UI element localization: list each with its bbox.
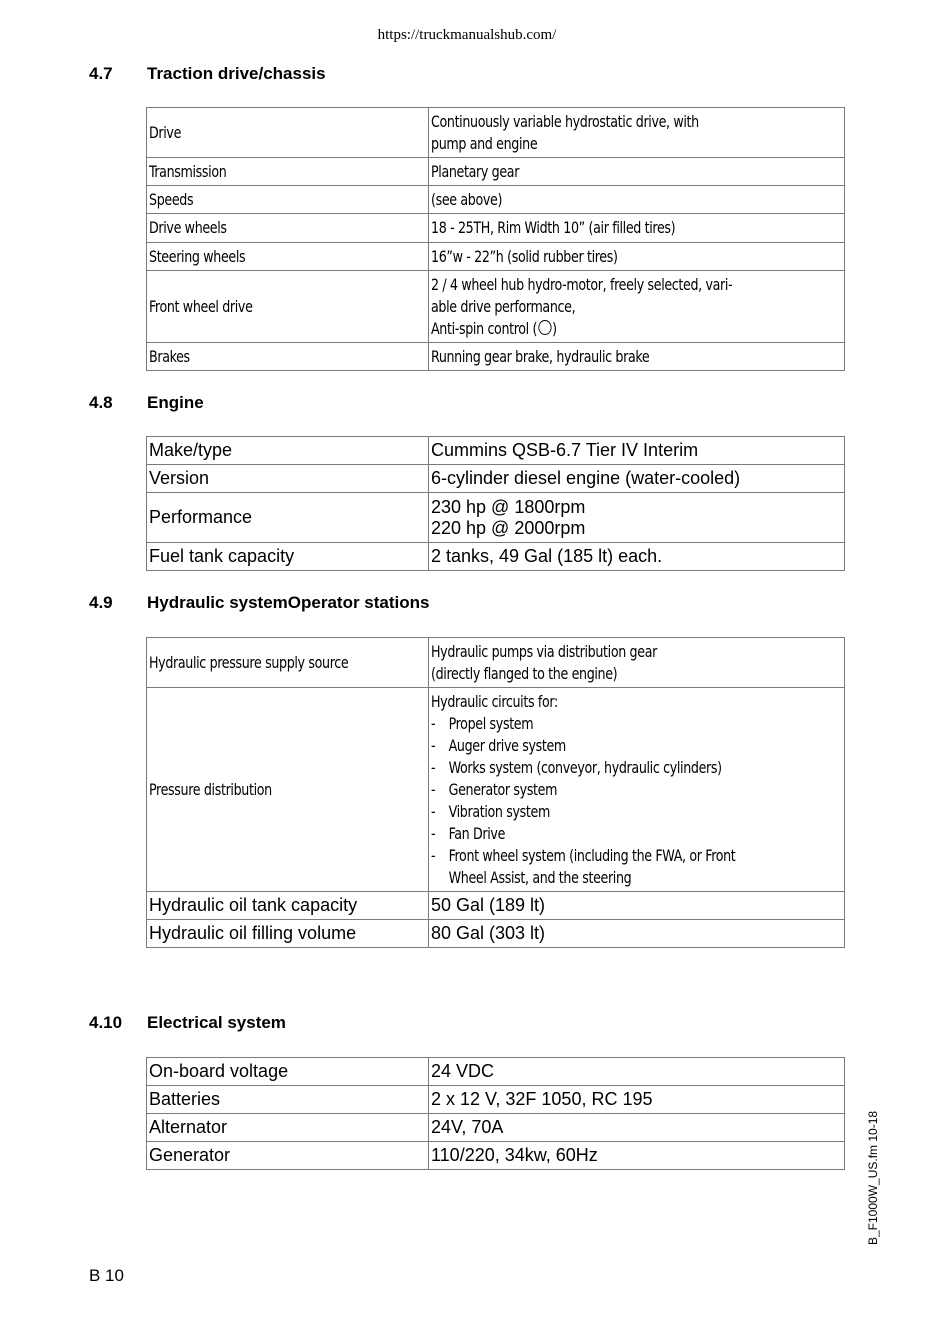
row-label: On-board voltage — [147, 1058, 429, 1086]
row-value: Cummins QSB-6.7 Tier IV Interim — [429, 437, 845, 465]
table-row — [147, 108, 845, 158]
row-label: Alternator — [147, 1114, 429, 1142]
section-number: 4.9 — [89, 593, 113, 612]
row-label: Performance — [147, 493, 429, 543]
row-value: Running gear brake, hydraulic brake — [429, 343, 845, 371]
row-value: 6-cylinder diesel engine (water-cooled) — [429, 465, 845, 493]
section-title-electrical — [89, 1013, 286, 1033]
row-value: (see above) — [429, 186, 845, 214]
section-heading: Traction drive/chassis — [147, 64, 326, 83]
row-label: Front wheel drive — [147, 271, 429, 343]
row-label: Drive wheels — [147, 214, 429, 243]
table-row — [147, 1114, 845, 1142]
row-value: Planetary gear — [429, 158, 845, 186]
table-row — [147, 1058, 845, 1086]
page-number: B 10 — [89, 1266, 124, 1285]
row-value: 2 tanks, 49 Gal (185 lt) each. — [429, 543, 845, 571]
row-value: 24 VDC — [429, 1058, 845, 1086]
row-label: Brakes — [147, 343, 429, 371]
electrical-table — [146, 1057, 845, 1170]
row-value: 50 Gal (189 lt) — [429, 892, 845, 920]
row-label: Pressure distribution — [147, 688, 429, 892]
traction-table — [146, 107, 845, 371]
section-number: 4.7 — [89, 64, 113, 83]
list-item: - Generator system — [431, 779, 558, 799]
hydraulic-table — [146, 637, 845, 892]
table-row — [147, 688, 845, 892]
section-title-engine — [89, 393, 204, 413]
table-row — [147, 158, 845, 186]
row-label: Drive — [147, 108, 429, 158]
row-value: 110/220, 34kw, 60Hz — [429, 1142, 845, 1170]
section-number: 4.8 — [89, 393, 113, 412]
list-item: - Auger drive system — [431, 735, 566, 755]
list-item: - Works system (conveyor, hydraulic cylinders) — [431, 757, 722, 777]
row-label: Transmission — [147, 158, 429, 186]
section-number: 4.10 — [89, 1013, 123, 1032]
row-value: Hydraulic circuits for: - Propel system - Auger drive system - Works system (conveyor, hydraulic cylinders) - Generator system - Vibration system - Fan Drive - Front wheel system (including the FWA, or Front Wheel Assist, and the steering — [429, 688, 845, 892]
source-url: https://truckmanualshub.com/ — [377, 27, 557, 43]
row-value: Continuously variable hydrostatic drive, with pump and engine — [429, 108, 845, 158]
table-row — [147, 493, 845, 543]
list-item: - Propel system — [431, 713, 534, 733]
circle-option-icon — [538, 320, 551, 335]
list-item: - Vibration system — [431, 801, 550, 821]
row-label: Make/type — [147, 437, 429, 465]
section-heading: Engine — [147, 393, 204, 412]
list-item-continuation: Wheel Assist, and the steering — [448, 867, 632, 887]
table-row — [147, 271, 845, 343]
row-value: 18 - 25TH, Rim Width 10” (air filled tires) — [429, 214, 845, 243]
row-label: Version — [147, 465, 429, 493]
row-label: Steering wheels — [147, 243, 429, 271]
file-reference: B_F1000W_US.fm 10-18 — [866, 1110, 880, 1245]
row-value: 230 hp @ 1800rpm 220 hp @ 2000rpm — [429, 493, 845, 543]
row-value: 80 Gal (303 lt) — [429, 920, 845, 948]
row-label: Hydraulic oil tank capacity — [147, 892, 429, 920]
table-row — [147, 892, 845, 920]
row-value: Hydraulic pumps via distribution gear (directly flanged to the engine) — [429, 638, 845, 688]
table-row — [147, 1142, 845, 1170]
row-label: Generator — [147, 1142, 429, 1170]
list-item: - Front wheel system (including the FWA, or Front — [431, 845, 736, 865]
row-label: Speeds — [147, 186, 429, 214]
table-row — [147, 437, 845, 465]
row-label: Fuel tank capacity — [147, 543, 429, 571]
hydraulic-oil-table — [146, 891, 845, 948]
table-row — [147, 186, 845, 214]
table-row — [147, 465, 845, 493]
row-value: 2 / 4 wheel hub hydro-motor, freely selected, vari- able drive performance, Anti-spin control ( ) — [429, 271, 845, 343]
list-item: - Fan Drive — [431, 823, 506, 843]
table-row — [147, 543, 845, 571]
section-title-hydraulic — [89, 593, 429, 613]
section-heading: Electrical system — [147, 1013, 286, 1032]
table-row — [147, 214, 845, 243]
engine-table — [146, 436, 845, 571]
table-row — [147, 1086, 845, 1114]
section-heading: Hydraulic systemOperator stations — [147, 593, 430, 612]
table-row — [147, 343, 845, 371]
table-row — [147, 920, 845, 948]
table-row — [147, 638, 845, 688]
row-label: Hydraulic oil filling volume — [147, 920, 429, 948]
section-title-traction — [89, 64, 326, 84]
row-value: 24V, 70A — [429, 1114, 845, 1142]
row-label: Hydraulic pressure supply source — [147, 638, 429, 688]
row-label: Batteries — [147, 1086, 429, 1114]
row-value: 16”w - 22”h (solid rubber tires) — [429, 243, 845, 271]
row-value: 2 x 12 V, 32F 1050, RC 195 — [429, 1086, 845, 1114]
table-row — [147, 243, 845, 271]
